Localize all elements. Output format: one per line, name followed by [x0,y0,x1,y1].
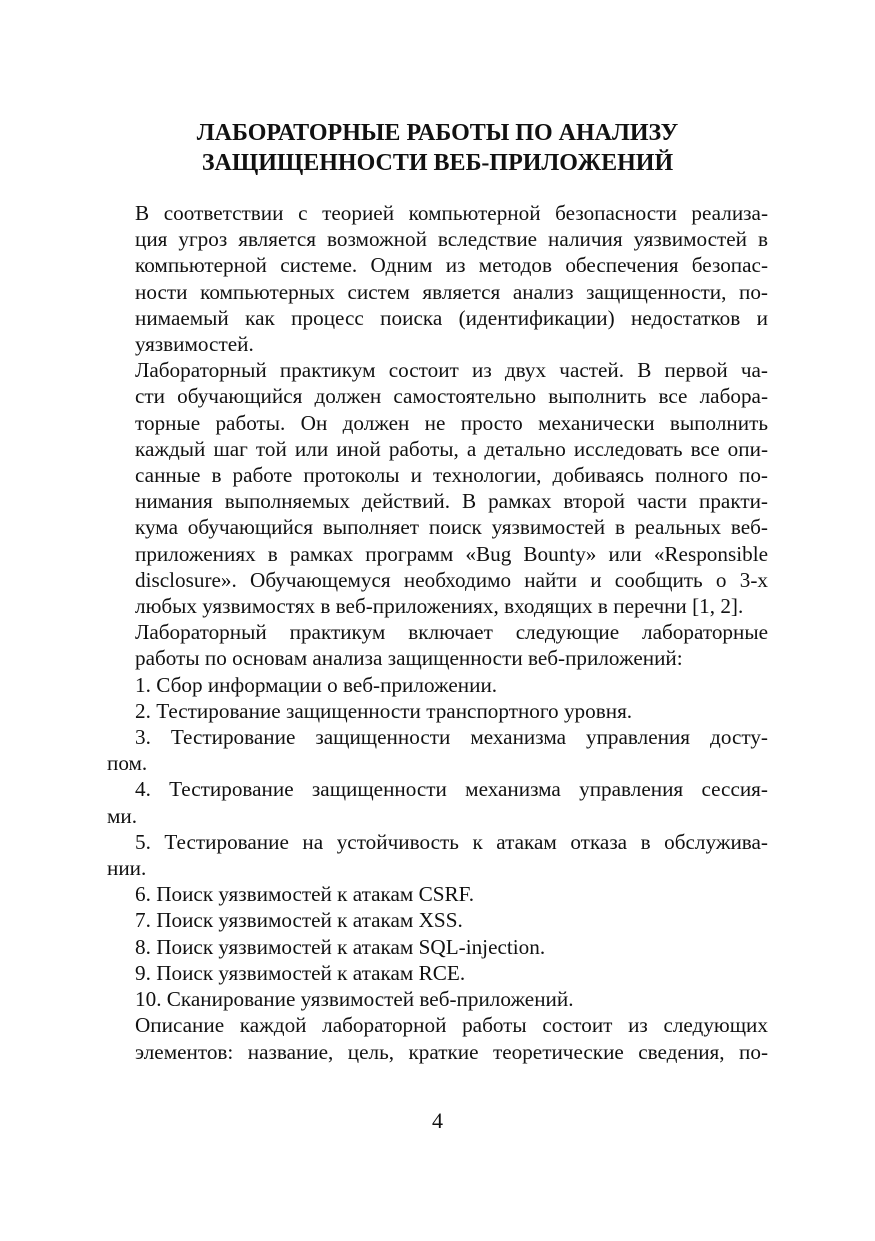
list-item-text: 7. Поиск уязвимостей к атакам XSS. [135,908,463,933]
text-line: disclosure». Обучающемуся необходимо найти и сообщить о 3-х [135,567,768,592]
list-item-10 [107,986,768,1012]
list-item-3 [107,724,768,776]
paragraph-practicum [107,357,768,619]
list-item-text: 9. Поиск уязвимостей к атакам RCE. [135,960,466,985]
text-line: каждый шаг той или иной работы, а детально исследовать все опи- [135,436,768,461]
text-line: ности компьютерных систем является анализ защищенности, по- [135,279,768,304]
list-item-text: нии. [107,856,147,881]
lab-list [107,672,768,1013]
list-item-4 [107,776,768,828]
text-line: уязвимостей. [135,332,254,357]
list-item-text: 2. Тестирование защищенности транспортного уровня. [135,698,633,723]
list-item-text: пом. [107,751,148,776]
list-item-2 [107,698,768,724]
text-line: приложениях в рамках программ «Bug Bounty» или «Responsible [135,541,768,566]
text-line: кума обучающийся выполняет поиск уязвимостей в реальных веб- [135,515,768,540]
list-item-8 [107,934,768,960]
text-line: В соответствии с теорией компьютерной безопасности реализа- [135,201,768,225]
body-text [107,200,768,1065]
page-title [100,118,775,178]
text-line: санные в работе протоколы и технологии, добиваясь полного по- [135,463,768,488]
list-item-text: 1. Сбор информации о веб-приложении. [135,672,498,697]
text-line: элементов: название, цель, краткие теоретические сведения, по- [135,1039,768,1064]
list-item-1 [107,672,768,698]
page-number: 4 [432,1108,443,1133]
text-line: ция угроз является возможной вследствие наличия уязвимостей в [135,227,768,252]
list-item-text: 8. Поиск уязвимостей к атакам SQL-injection. [135,934,546,959]
paragraph-intro [107,200,768,357]
text-line: работы по основам анализа защищенности веб-приложений: [135,646,683,671]
text-line: торные работы. Он должен не просто механически выполнить [135,410,768,435]
list-item-7 [107,907,768,933]
text-line: Лабораторный практикум включает следующие лабораторные [135,620,768,645]
text-line: нимаемый как процесс поиска (идентификации) недостатков и [135,305,768,330]
text-line: компьютерной системе. Одним из методов обеспечения безопас- [135,253,768,278]
paragraph-description [107,1012,768,1064]
text-line: нимания выполняемых действий. В рамках второй части практи- [135,489,768,514]
list-item-6 [107,881,768,907]
text-line: Описание каждой лабораторной работы состоит из следующих [135,1013,768,1038]
list-item-text: 10. Сканирование уязвимостей веб-приложений. [135,987,574,1012]
text-line: сти обучающийся должен самостоятельно выполнить все лабора- [135,384,768,409]
list-item-text: ми. [107,803,138,828]
list-item-text: 6. Поиск уязвимостей к атакам CSRF. [135,882,475,907]
text-line: Лабораторный практикум состоит из двух частей. В первой ча- [135,358,768,383]
list-item-9 [107,960,768,986]
list-item-5 [107,829,768,881]
list-item-text: 5. Тестирование на устойчивость к атакам отказа в обслужива- [135,829,768,854]
list-item-text: 3. Тестирование защищенности механизма управления досту- [135,725,768,750]
paragraph-includes [107,619,768,671]
list-item-text: 4. Тестирование защищенности механизма управления сессия- [135,777,768,802]
title-line-1: ЛАБОРАТОРНЫЕ РАБОТЫ ПО АНАЛИЗУ [196,120,679,146]
title-line-2: ЗАЩИЩЕННОСТИ ВЕБ-ПРИЛОЖЕНИЙ [201,150,674,176]
text-line: любых уязвимостях в веб-приложениях, входящих в перечни [1, 2]. [135,594,744,619]
